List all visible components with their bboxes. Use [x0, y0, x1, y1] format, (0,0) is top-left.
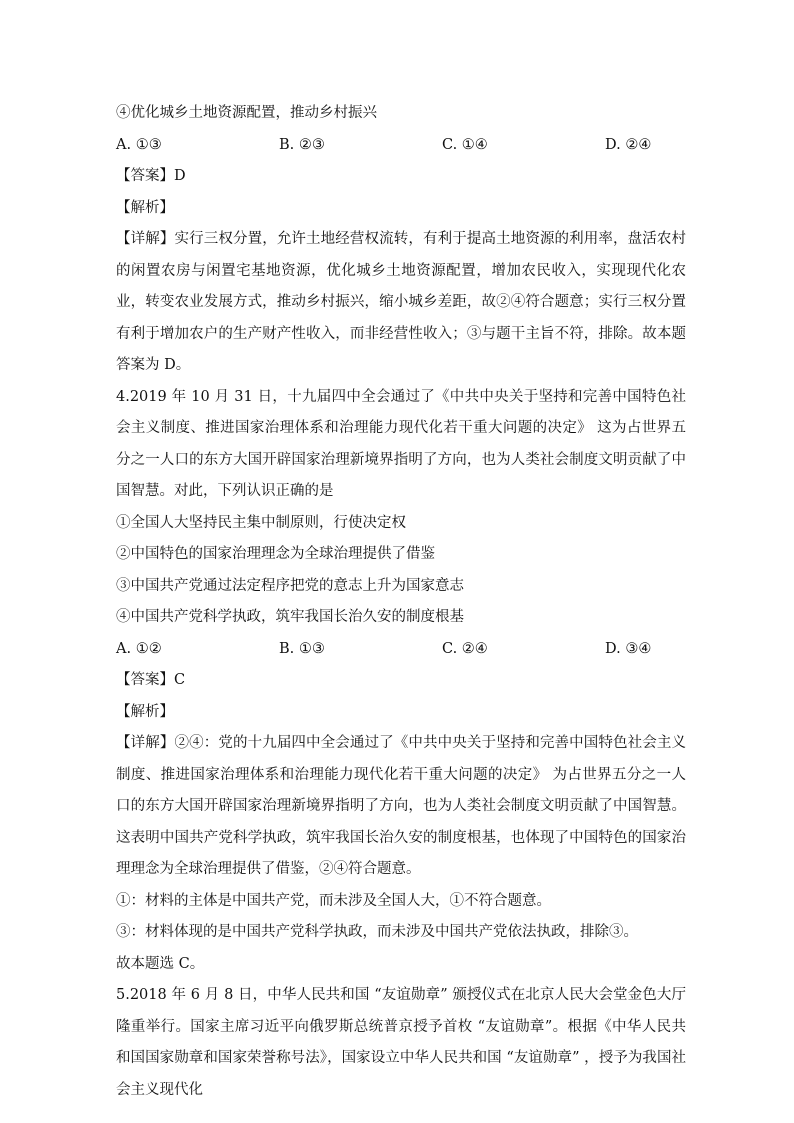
q3-analysis-label: 【解析】: [116, 199, 174, 216]
q4-item-1: ①全国人大坚持民主集中制原则，行使决定权: [116, 514, 406, 531]
answer-label: 【答案】: [116, 168, 174, 184]
detail-label: 【详解】: [116, 735, 175, 751]
q4-item-3: ③中国共产党通过法定程序把党的意志上升为国家意志: [116, 577, 464, 594]
answer-value: C: [174, 672, 186, 688]
q4-option-d: D. ③④: [605, 640, 652, 657]
answer-label: 【答案】: [116, 672, 174, 688]
q3-answer: [116, 161, 686, 193]
detail-text: 实行三权分置，允许土地经营权流转，有利于提高土地资源的利用率，盘活农村的闲置农房与闲置宅基地资源，优化城乡土地资源配置，增加农民收入，实现现代化农业，转变农业发展方式，推动乡村振兴，缩小城乡差距，故②④符合题意；实行三权分置有利于增加农户的生产财产性收入，而非经营性收入；③与题干主旨不符，排除。故本题答案为 D。: [116, 231, 687, 373]
q4-conclusion: 故本题选 C。: [116, 955, 205, 972]
q4-option-a: A. ①②: [116, 640, 162, 657]
q3-item-4: ④优化城乡土地资源配置，推动乡村振兴: [116, 105, 377, 121]
q4-item-2: ②中国特色的国家治理理念为全球治理提供了借鉴: [116, 546, 435, 562]
q3-option-d: D. ②④: [605, 136, 652, 153]
answer-value: D: [174, 168, 186, 184]
q3-option-c: C. ①④: [442, 136, 488, 153]
q4-analysis-label: 【解析】: [116, 703, 174, 720]
q4-stem: 4.2019 年 10 月 31 日，十九届四中全会通过了《中共中央关于坚持和完善中国特色社会主义制度、推进国家治理体系和治理能力现代化若干重大问题的决定》 这为占世界五分之一人口的东方大国开辟国家治理新境界指明了方向，也为人类社会制度文明贡献了中国智慧。对此，下列认识正确的是: [116, 388, 686, 499]
detail-text: ②④：党的十九届四中全会通过了《中共中央关于坚持和完善中国特色社会主义制度、推进国家治理体系和治理能力现代化若干重大问题的决定》 为占世界五分之一人口的东方大国开辟国家治理新境界指明了方向，也为人类社会制度文明贡献了中国智慧。这表明中国共产党科学执政，筑牢我国长治久安的制度根基，也体现了中国特色的国家治理理念为全球治理提供了借鉴，②④符合题意。: [116, 735, 687, 877]
document-page: [116, 98, 686, 1106]
q5-stem: 5.2018 年 6 月 8 日，中华人民共和国 “友谊勋章” 颁授仪式在北京人民大会堂金色大厅隆重举行。国家主席习近平向俄罗斯总统普京授予首枚 “友谊勋章”。根据《中华人民共和国国家勋章和国家荣誉称号法》，国家设立中华人民共和国 “友谊勋章” ，授予为我国社会主义现代化: [116, 987, 686, 1098]
q4-note-1: ①：材料的主体是中国共产党，而未涉及全国人大，①不符合题意。: [116, 892, 551, 909]
q4-answer: [116, 665, 686, 697]
q3-option-a: A. ①③: [116, 136, 162, 153]
q4-option-c: C. ②④: [442, 640, 488, 657]
q3-option-b: B. ②③: [279, 136, 325, 153]
q4-options: [116, 634, 686, 666]
detail-label: 【详解】: [116, 231, 175, 247]
q4-note-2: ③：材料体现的是中国共产党科学执政，而未涉及中国共产党依法执政，排除③。: [116, 924, 638, 940]
q4-item-4: ④中国共产党科学执政，筑牢我国长治久安的制度根基: [116, 609, 464, 625]
q3-detail: [116, 224, 686, 382]
q3-options: [116, 130, 686, 162]
q4-option-b: B. ①③: [279, 640, 325, 657]
q4-detail: [116, 728, 686, 886]
